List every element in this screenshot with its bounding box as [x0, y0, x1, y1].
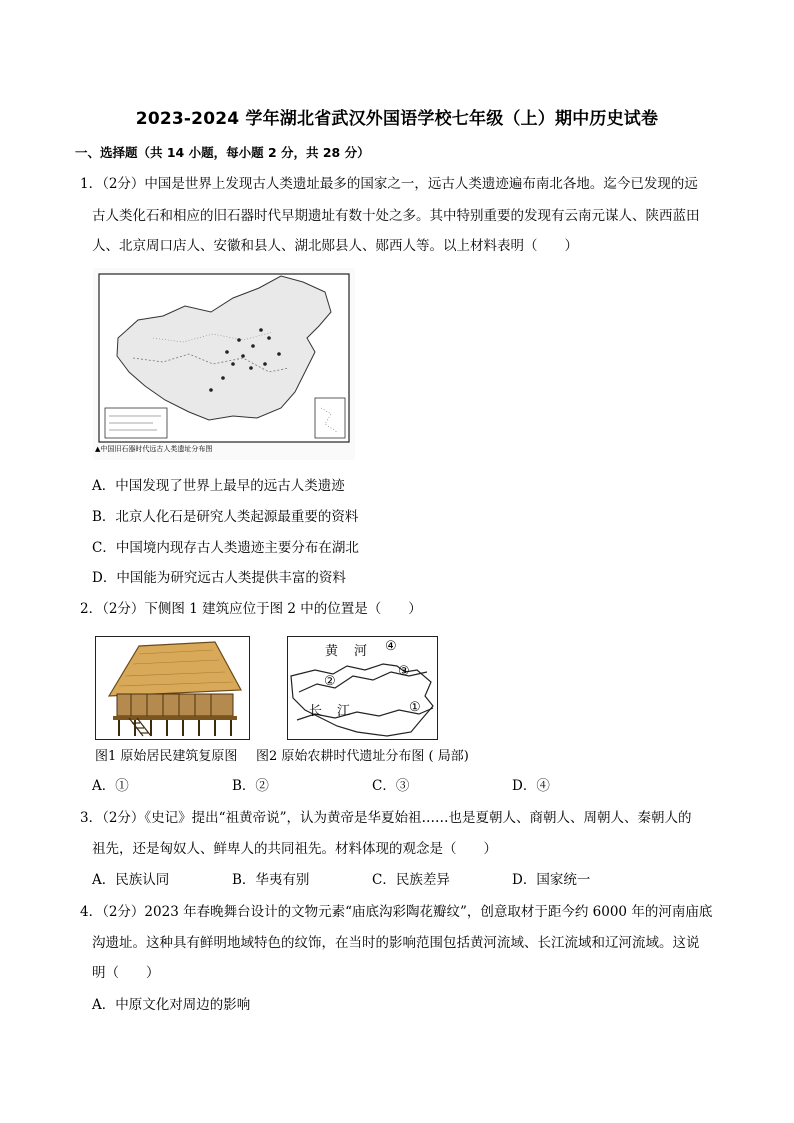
q1-map-caption: ▲中国旧石器时代远古人类遗址分布图 [95, 445, 213, 453]
q1-line-3: 人、北京周口店人、安徽和县人、湖北郧县人、郧西人等。以上材料表明（ ） [92, 238, 578, 254]
q1-line-2: 古人类化石和相应的旧石器时代早期遗址有数十处之多。其中特别重要的发现有云南元谋人、陕西蓝田 [92, 208, 700, 224]
q2-option-c[interactable]: C．③ [372, 778, 410, 794]
q4-option-a[interactable]: A．中原文化对周边的影响 [92, 997, 251, 1013]
q4-line-3: 明（ ） [92, 965, 160, 981]
map-label-huang: 黄 [325, 644, 339, 659]
q4-line-1: 4．（2分）2023 年春晚舞台设计的文物元素“庙底沟彩陶花瓣纹”，创意取材于距今约 6000 年的河南庙底 [80, 904, 713, 920]
q3-line-1: 3．（2分）《史记》提出“祖黄帝说”，认为黄帝是华夏始祖……也是夏朝人、商朝人、周朝人、秦朝人的 [80, 810, 692, 826]
q2-option-a[interactable]: A．① [92, 778, 129, 794]
map-label-jiang: 江 [337, 704, 351, 719]
map-marker-2: ② [324, 674, 336, 689]
q3-option-a[interactable]: A．民族认同 [92, 872, 170, 888]
map-label-he: 河 [354, 644, 368, 659]
q2-option-d[interactable]: D．④ [512, 778, 550, 794]
q1-option-b[interactable]: B．北京人化石是研究人类起源最重要的资料 [92, 509, 359, 525]
q1-option-a[interactable]: A．中国发现了世界上最早的远古人类遗迹 [92, 478, 345, 494]
section-heading: 一、选择题（共 14 小题，每小题 2 分，共 28 分） [75, 145, 370, 160]
map-marker-4: ④ [385, 639, 397, 654]
q1-option-c[interactable]: C．中国境内现存古人类遗迹主要分布在湖北 [92, 540, 359, 556]
q3-option-c[interactable]: C．民族差异 [372, 872, 450, 888]
q1-option-d[interactable]: D．中国能为研究远古人类提供丰富的资料 [92, 570, 346, 586]
map-marker-1: ① [409, 700, 421, 715]
q2-fig2-caption: 图2 原始农耕时代遗址分布图 ( 局部) [256, 749, 469, 764]
q2-line: 2．（2分）下侧图 1 建筑应位于图 2 中的位置是（ ） [80, 601, 422, 617]
map-marker-3: ③ [398, 664, 410, 679]
q1-line-1: 1．（2分）中国是世界上发现古人类遗址最多的国家之一，远古人类遗迹遍布南北各地。迄今已发现的远 [80, 176, 698, 192]
q2-option-b[interactable]: B．② [232, 778, 269, 794]
q3-option-b[interactable]: B．华夷有别 [232, 872, 310, 888]
q1-map-figure [93, 268, 355, 460]
china-map-image [93, 268, 355, 460]
map-label-chang: 长 [309, 704, 323, 719]
q2-fig1-house-image [95, 636, 250, 740]
q3-option-d[interactable]: D．国家统一 [512, 872, 591, 888]
q2-fig1-caption: 图1 原始居民建筑复原图 [95, 749, 238, 764]
q4-line-2: 沟遗址。这种具有鲜明地域特色的纹饰，在当时的影响范围包括黄河流域、长江流域和辽河流域。这说 [92, 935, 700, 951]
q2-fig2-map [287, 636, 438, 740]
q3-line-2: 祖先，还是匈奴人、鲜卑人的共同祖先。材料体现的观念是（ ） [92, 841, 497, 857]
exam-title: 2023-2024 学年湖北省武汉外国语学校七年级（上）期中历史试卷 [135, 109, 659, 129]
